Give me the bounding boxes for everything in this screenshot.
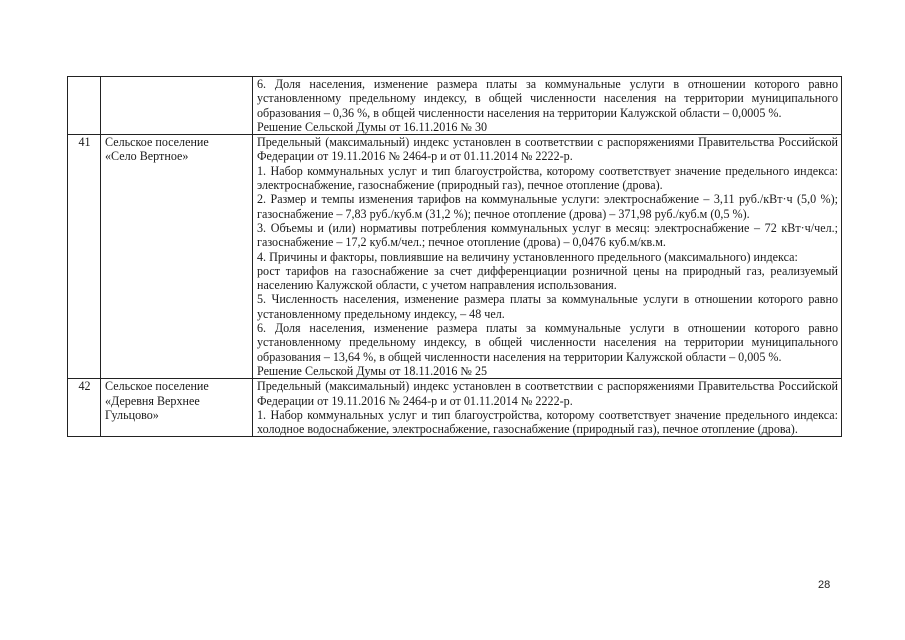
settlement-name-line: Сельское поселение — [105, 135, 209, 150]
table-row — [68, 77, 842, 135]
table-row — [68, 379, 842, 437]
paragraph: рост тарифов на газоснабжение за счет дифференциации розничной цены на природный газ, реализуемый населению Калужской области, с учетом направления использования. — [257, 263, 838, 293]
description-cell — [253, 379, 842, 437]
settlement-name-cell — [101, 379, 253, 437]
paragraph: Предельный (максимальный) индекс установлен в соответствии с распоряжениями Правительства Российской Федерации от 19.11.2016 № 2464-р и от 01.11.2014 № 2222-р. — [257, 135, 838, 164]
settlement-name-cell — [101, 135, 253, 379]
paragraph: 2. Размер и темпы изменения тарифов на коммунальные услуги: электроснабжение – 3,11 руб./кВт·ч (5,0 %); газоснабжение – 7,83 руб./куб.м (31,2 %); печное отопление (дрова) – 371,98 руб./куб.м (0,5 %). — [257, 192, 838, 221]
row-number-cell: 41 — [68, 135, 101, 379]
row-number-cell: 42 — [68, 379, 101, 437]
paragraph: 4. Причины и факторы, повлиявшие на величину установленного предельного (максимального) индекса: — [257, 249, 798, 264]
paragraph: 3. Объемы и (или) нормативы потребления коммунальных услуг в месяц: электроснабжение – 72 кВт·ч/чел.; газоснабжение – 17,2 куб.м/чел.; печное отопление (дрова) – 0,0476 куб.м/кв.м. — [257, 220, 838, 250]
description-cell — [253, 135, 842, 379]
paragraph: Предельный (максимальный) индекс установлен в соответствии с распоряжениями Правительства Российской Федерации от 19.11.2016 № 2464-р и от 01.11.2014 № 2222-р. — [257, 379, 838, 408]
page-number: 28 — [818, 579, 831, 591]
settlement-name-line: «Село Вертное» — [105, 149, 189, 164]
description-cell — [253, 77, 842, 135]
settlement-name-line: Гульцово» — [105, 407, 159, 422]
settlement-name-line: Сельское поселение — [105, 379, 209, 394]
decision-reference: Решение Сельской Думы от 16.11.2016 № 30 — [257, 119, 488, 134]
settlement-name-cell — [101, 77, 253, 135]
paragraph: 1. Набор коммунальных услуг и тип благоустройства, которому соответствует значение предельного индекса: холодное водоснабжение, электроснабжение, газоснабжение (природный газ), печное отопление (дрова). — [257, 407, 838, 437]
settlement-name-line: «Деревня Верхнее — [105, 393, 200, 408]
paragraph: 6. Доля населения, изменение размера платы за коммунальные услуги в отношении которого равно установленному предельному индексу, в общей численности населения на территории муниципального образования – 0,36 %, в общей численности населения на территории Калужской области – 0,0005 %. — [257, 77, 838, 120]
decision-reference: Решение Сельской Думы от 18.11.2016 № 25 — [257, 363, 488, 378]
paragraph: 1. Набор коммунальных услуг и тип благоустройства, которому соответствует значение предельного индекса: электроснабжение, газоснабжение (природный газ), печное отопление (дрова). — [257, 163, 838, 193]
paragraph: 5. Численность населения, изменение размера платы за коммунальные услуги в отношении которого равно установленному предельному индексу, – 48 чел. — [257, 292, 838, 321]
row-number-cell — [68, 77, 101, 135]
table-row — [68, 135, 842, 379]
paragraph: 6. Доля населения, изменение размера платы за коммунальные услуги в отношении которого равно установленному предельному индексу, в общей численности населения на территории муниципального образования – 13,64 %, в общей численности населения на территории Калужской области – 0,005 %. — [257, 321, 838, 364]
tariff-table — [67, 76, 842, 437]
